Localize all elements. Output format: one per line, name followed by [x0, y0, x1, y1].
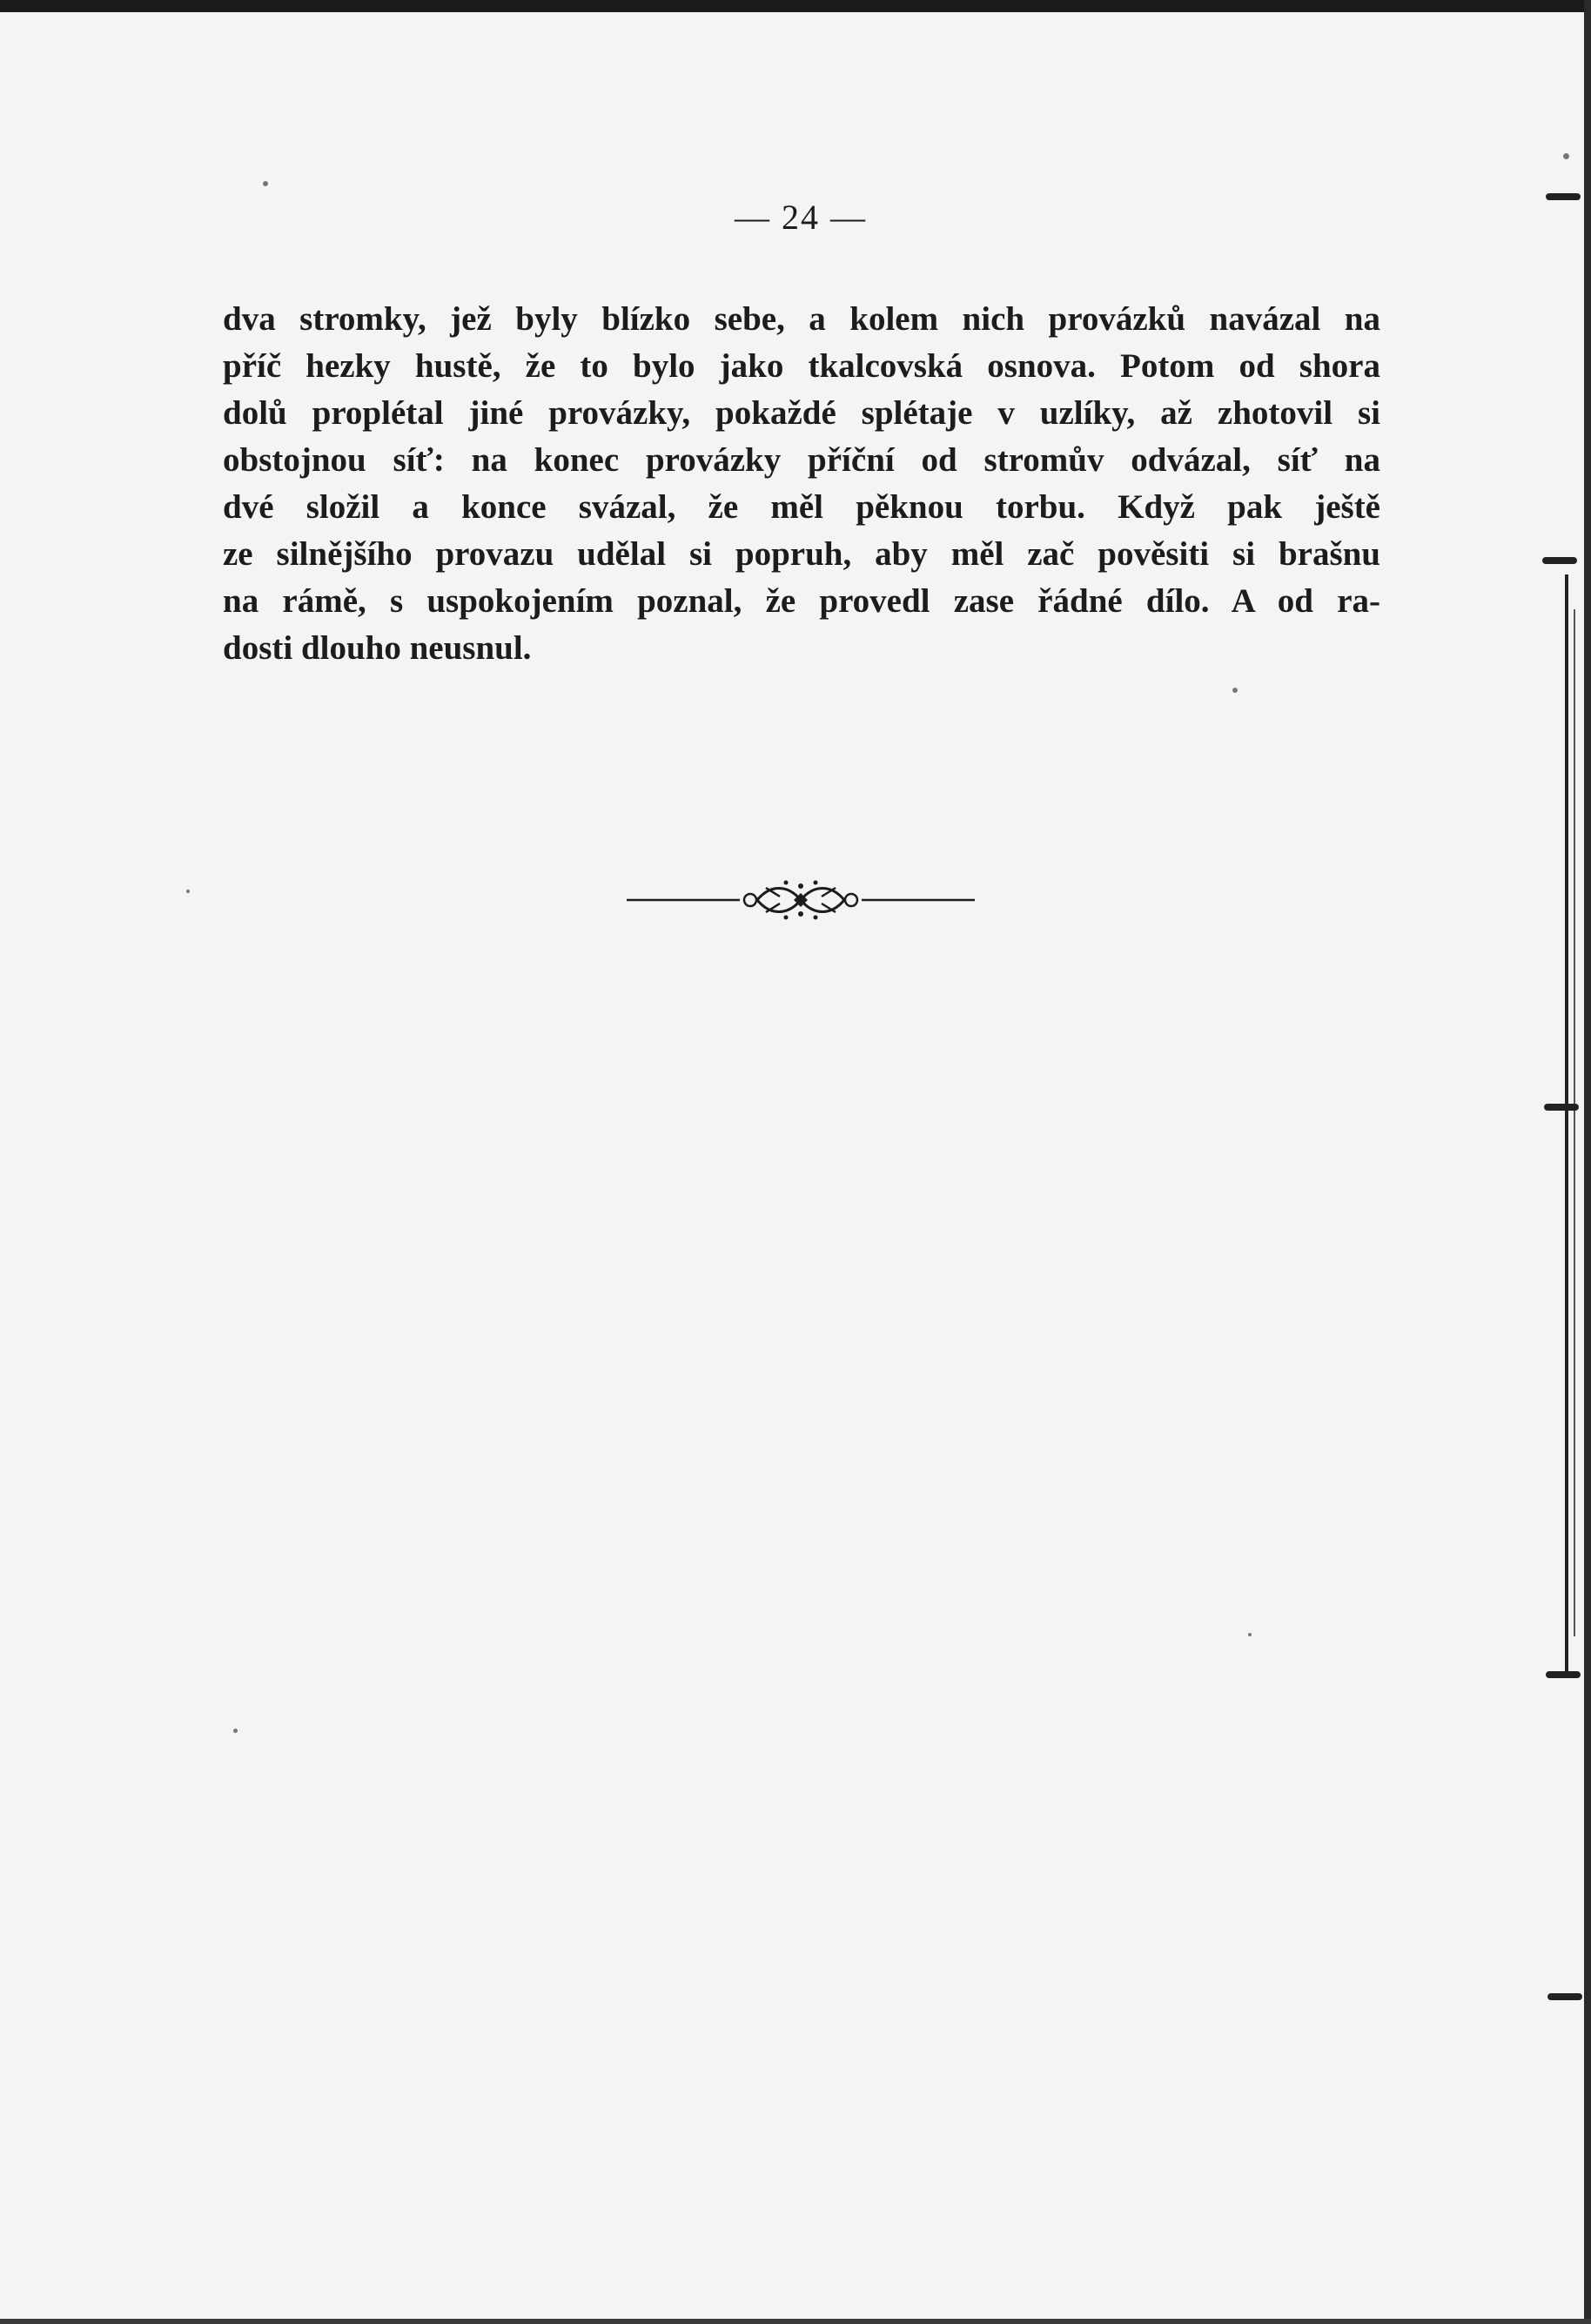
paper-speck: [1232, 688, 1238, 693]
binding-mark: [1546, 193, 1581, 200]
scan-top-edge: [0, 0, 1591, 12]
paragraph-line: na rámě, s uspokojením poznal, že provedl zase řádné dílo. A od ra-: [223, 582, 1380, 620]
binding-mark: [1544, 1104, 1579, 1111]
paragraph-line: dva stromky, jež byly blízko sebe, a kolem nich provázků navázal na: [223, 300, 1380, 338]
paragraph-line: dvé složil a konce svázal, že měl pěknou torbu. Když pak ještě: [223, 488, 1380, 526]
paper-speck: [1248, 1633, 1252, 1636]
paper-speck: [186, 890, 190, 893]
binding-mark: [1542, 557, 1577, 564]
scan-right-edge: [1584, 0, 1591, 2324]
paragraph-line: dosti dlouho neusnul.: [223, 629, 532, 667]
binding-mark: [1546, 1671, 1581, 1678]
paper-speck: [263, 181, 268, 186]
scan-bottom-edge: [0, 2319, 1591, 2324]
paper-speck: [233, 1729, 238, 1733]
paragraph-line: dolů proplétal jiné provázky, pokaždé splétaje v uzlíky, až zhotovil si: [223, 394, 1380, 432]
paragraph: [223, 296, 1380, 672]
paragraph-line: příč hezky hustě, že to bylo jako tkalcovská osnova. Potom od shora: [223, 347, 1380, 385]
binding-strip-inner: [1574, 609, 1575, 1636]
paper-speck: [1563, 153, 1569, 159]
paragraph-line: obstojnou síť: na konec provázky příční od stromův odvázal, síť na: [223, 441, 1380, 479]
page-number: — 24 —: [735, 198, 867, 237]
paragraph-line: ze silnějšího provazu udělal si popruh, aby měl zač pověsiti si brašnu: [223, 535, 1380, 573]
decorative-flourish-divider-icon: [627, 876, 975, 924]
binding-mark: [1547, 1993, 1582, 2000]
binding-strip: [1565, 574, 1568, 1671]
